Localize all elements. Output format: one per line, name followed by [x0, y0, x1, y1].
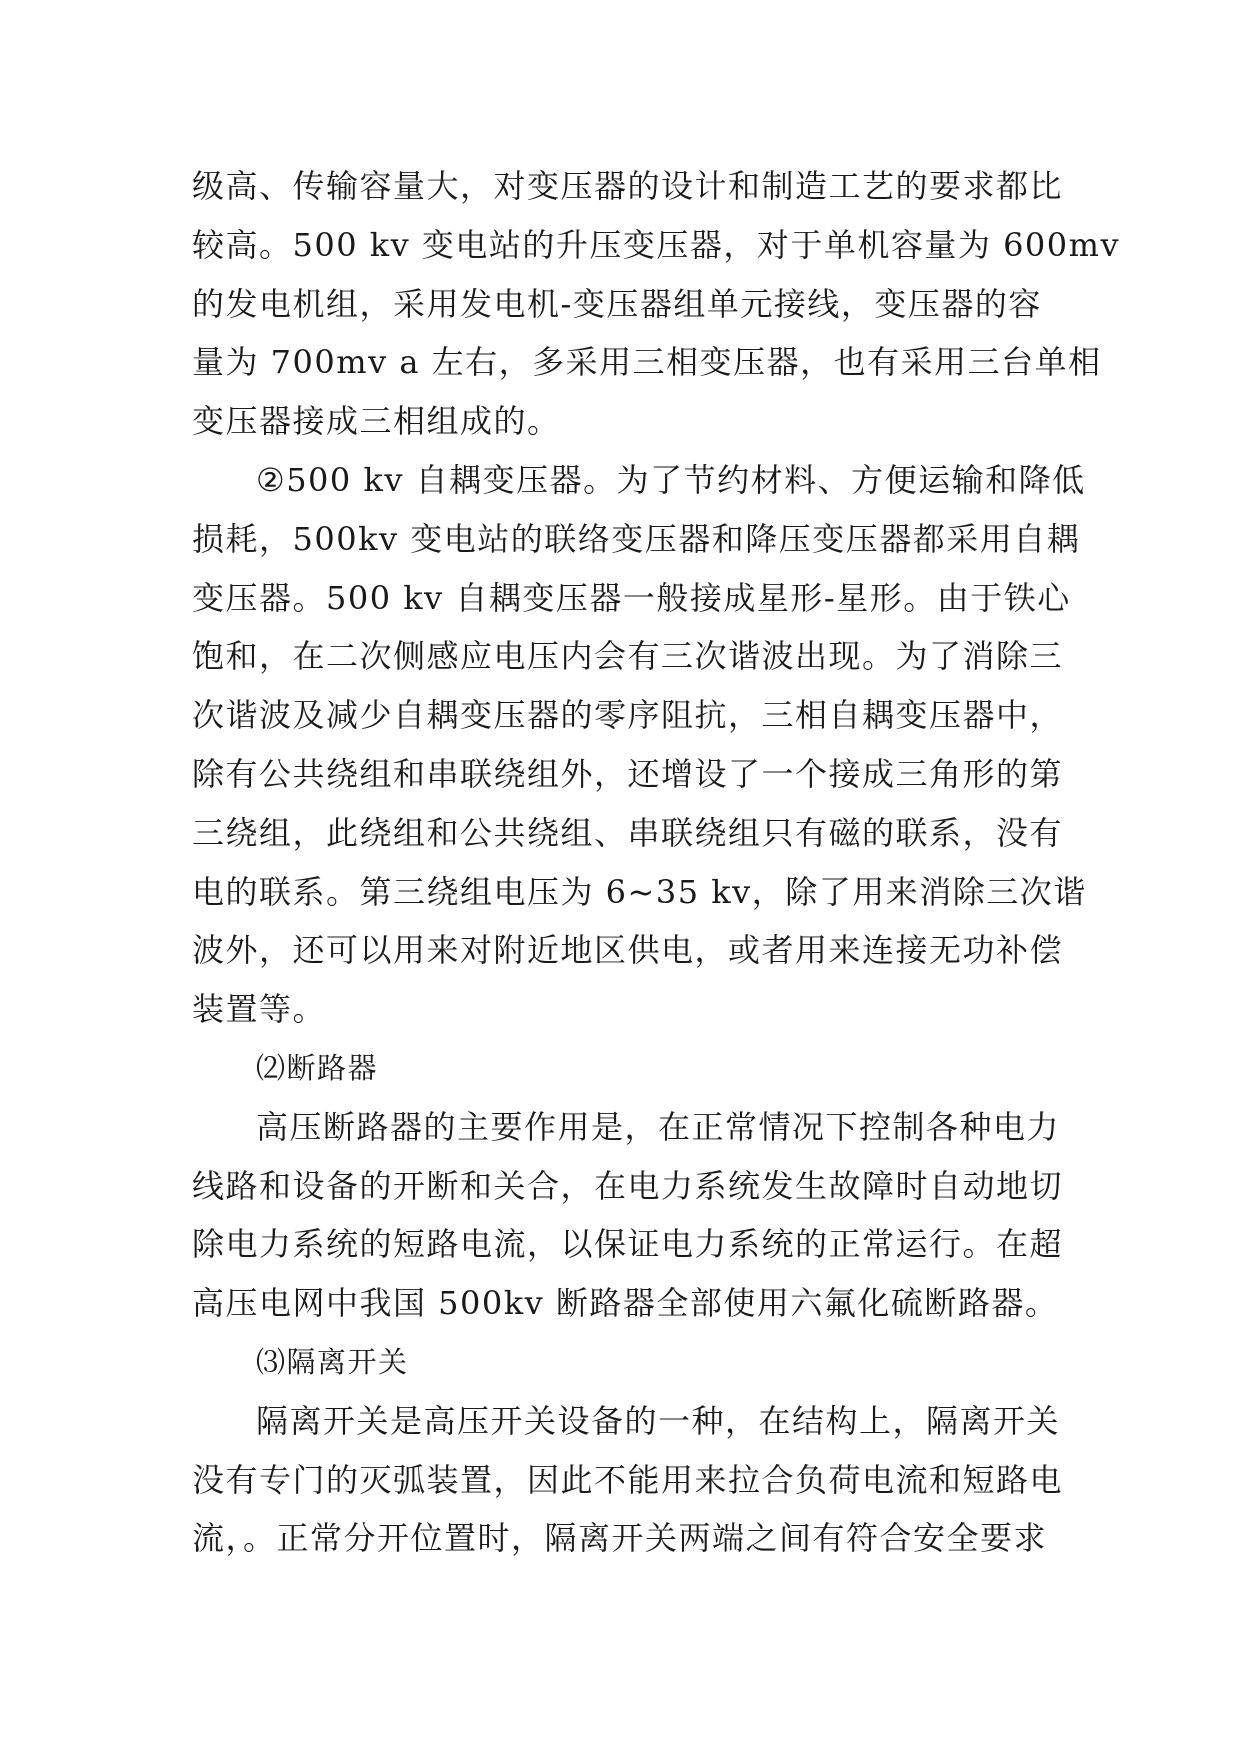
- paragraph-line: 除电力系统的短路电流，以保证电力系统的正常运行。在超: [192, 1225, 1064, 1264]
- paragraph-line: 高压电网中我国 500kv 断路器全部使用六氟化硫断路器。: [192, 1284, 1059, 1323]
- paragraph-line: 线路和设备的开断和关合，在电力系统发生故障时自动地切: [192, 1166, 1064, 1205]
- paragraph-line: 除有公共绕组和串联绕组外，还增设了一个接成三角形的第: [192, 754, 1064, 793]
- body-text: [192, 157, 1121, 1568]
- paragraph-line: 隔离开关是高压开关设备的一种，在结构上，隔离开关: [256, 1401, 1061, 1440]
- paragraph-line: 电的联系。第三绕组电压为 6~35 kv，除了用来消除三次谐: [192, 872, 1087, 911]
- paragraph-line: 饱和，在二次侧感应电压内会有三次谐波出现。为了消除三: [192, 637, 1064, 676]
- paragraph-line: 变压器接成三相组成的。: [192, 402, 561, 441]
- paragraph-line: 较高。500 kv 变电站的升压变压器，对于单机容量为 600mv: [192, 225, 1121, 264]
- paragraph-line: 三绕组，此绕组和公共绕组、串联绕组只有磁的联系，没有: [192, 813, 1064, 852]
- paragraph-line: 损耗，500kv 变电站的联络变压器和降压变压器都采用自耦: [192, 519, 1081, 558]
- paragraph-line: 级高、传输容量大，对变压器的设计和制造工艺的要求都比: [192, 167, 1064, 205]
- paragraph-line: 流，。正常分开位置时，隔离开关两端之间有符合安全要求: [192, 1519, 1048, 1558]
- paragraph-line: 的发电机组，采用发电机-变压器组单元接线，变压器的容: [192, 284, 1042, 323]
- section-heading: ⑵断路器: [256, 1050, 379, 1085]
- paragraph-line: 量为 700mv a 左右，多采用三相变压器，也有采用三台单相: [192, 343, 1102, 382]
- section-heading: ⑶隔离开关: [256, 1344, 409, 1379]
- paragraph-line: 次谐波及减少自耦变压器的零序阻抗，三相自耦变压器中，: [192, 696, 1064, 735]
- paragraph-line: 没有专门的灭弧装置，因此不能用来拉合负荷电流和短路电: [192, 1460, 1064, 1499]
- paragraph-line: 高压断路器的主要作用是，在正常情况下控制各种电力: [256, 1107, 1061, 1146]
- paragraph-line: 波外，还可以用来对附近地区供电，或者用来连接无功补偿: [192, 931, 1064, 970]
- paragraph-line: 装置等。: [192, 990, 327, 1029]
- paragraph-line: ②500 kv 自耦变压器。为了节约材料、方便运输和降低: [256, 460, 1086, 499]
- paragraph-line: 变压器。500 kv 自耦变压器一般接成星形-星形。由于铁心: [192, 578, 1071, 617]
